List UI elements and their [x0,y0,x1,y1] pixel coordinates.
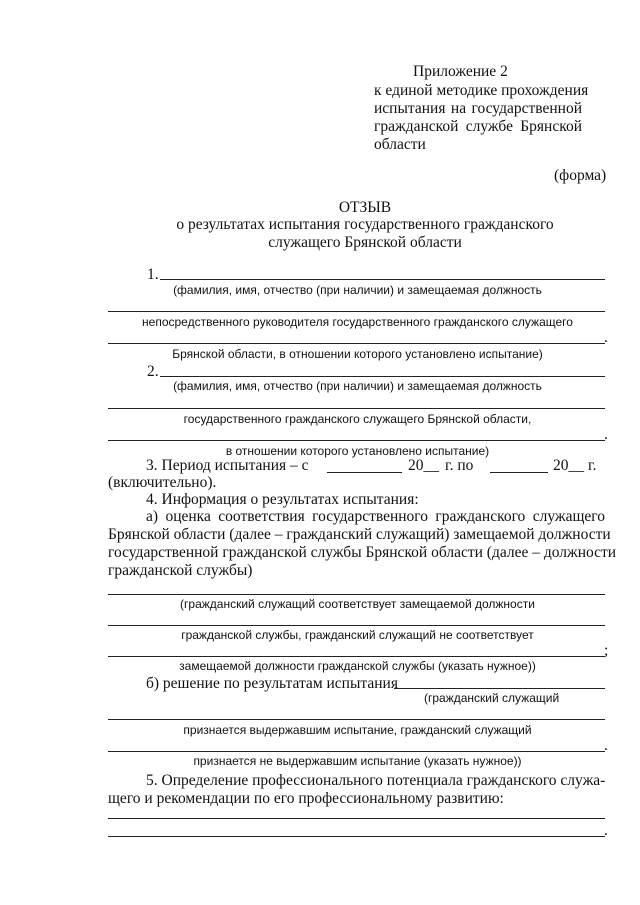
item3-tail: (включительно). [108,474,217,491]
annex-line-4: области [374,136,426,153]
item2-hint-2: государственного гражданского служащего Брянской области, [183,412,532,426]
item1-hint-3: Брянской области, в отношении которого установлено испытание) [172,347,543,361]
item4-a-fill-line-3[interactable] [108,656,605,657]
item3-g-end: г. [588,457,597,474]
item1-dot: . [604,329,608,346]
item4-b-hint-3: признается не выдержавшим испытание (указать нужное)) [193,754,522,768]
item4-b-hint-2: признается выдержавшим испытание, гражданский служащий [183,723,532,737]
document-title: ОТЗЫВ [338,199,392,216]
item4-b-fill-line-2[interactable] [108,719,605,720]
item3-label: 3. Период испытания – с [146,457,309,474]
item1-hint-1: (фамилия, имя, отчество (при наличии) и замещаемая должность [173,283,542,297]
item5-fill-line-1[interactable] [108,818,605,819]
item4-b-label: б) решение по результатам испытания [146,675,398,692]
item2-fill-line-3[interactable] [108,440,605,441]
annex-title: Приложение 2 [413,63,508,80]
item3-year-1: 20__ [408,457,439,474]
item4-b-hint-1: (гражданский служащий [424,691,560,705]
item1-hint-2: непосредственного руководителя государственного гражданского служащего [142,315,573,329]
item3-start-date-line[interactable] [327,472,402,473]
item4-a-hint-1: (гражданский служащий соответствует замещаемой должности [180,597,535,611]
annex-line-3: гражданской службе Брянской [374,118,582,135]
item4-a-fill-line-2[interactable] [108,625,605,626]
item4-b-fill-line-3[interactable] [108,751,605,752]
annex-line-2: испытания на государственной [374,100,582,117]
item5-line-1: 5. Определение профессионального потенциала гражданского служа- [146,772,606,789]
item4-b-dot: . [604,737,608,754]
item4-a-fill-line-1[interactable] [108,594,605,595]
item4-b-fill-line-1[interactable] [394,688,605,689]
item1-fill-line-1[interactable] [160,279,605,280]
item4-title: 4. Информация о результатах испытания: [146,491,419,508]
document-subtitle-1: о результатах испытания государственного гражданского [176,216,554,233]
form-mark: (форма) [554,167,607,184]
item3-g-po: г. по [445,457,474,474]
item1-number: 1. [147,266,159,283]
item4-a-line-3: государственной гражданской службы Брянской области (далее – должности [108,544,617,561]
item2-fill-line-1[interactable] [160,376,605,377]
item4-a-line-2: Брянской области (далее – гражданский служащий) замещаемой должности [108,526,611,543]
item1-fill-line-3[interactable] [108,343,605,344]
item4-a-line-1: а) оценка соответствия государственного гражданского служащего [146,508,605,525]
item3-year-2: 20__ [553,457,584,474]
item4-a-hint-3: замещаемой должности гражданской службы (указать нужное)) [179,659,536,673]
item4-a-hint-2: гражданской службы, гражданский служащий не соответствует [181,628,534,642]
item2-hint-1: (фамилия, имя, отчество (при наличии) и замещаемая должность [173,379,542,393]
item3-end-date-line[interactable] [490,472,548,473]
item4-a-semicolon: ; [604,642,609,659]
annex-line-1: к единой методике прохождения [374,82,589,99]
document-subtitle-2: служащего Брянской области [268,234,462,251]
item5-line-2: щего и рекомендации по его профессиональному развитию: [108,790,504,807]
item2-fill-line-2[interactable] [108,408,605,409]
item2-number: 2. [147,363,159,380]
item2-hint-3: в отношении которого установлено испытание) [225,444,490,458]
item5-fill-line-2[interactable] [108,836,605,837]
item5-dot: . [604,822,608,839]
item1-fill-line-2[interactable] [108,311,605,312]
item4-a-line-4: гражданской службы) [108,562,253,579]
item2-dot: . [604,426,608,443]
